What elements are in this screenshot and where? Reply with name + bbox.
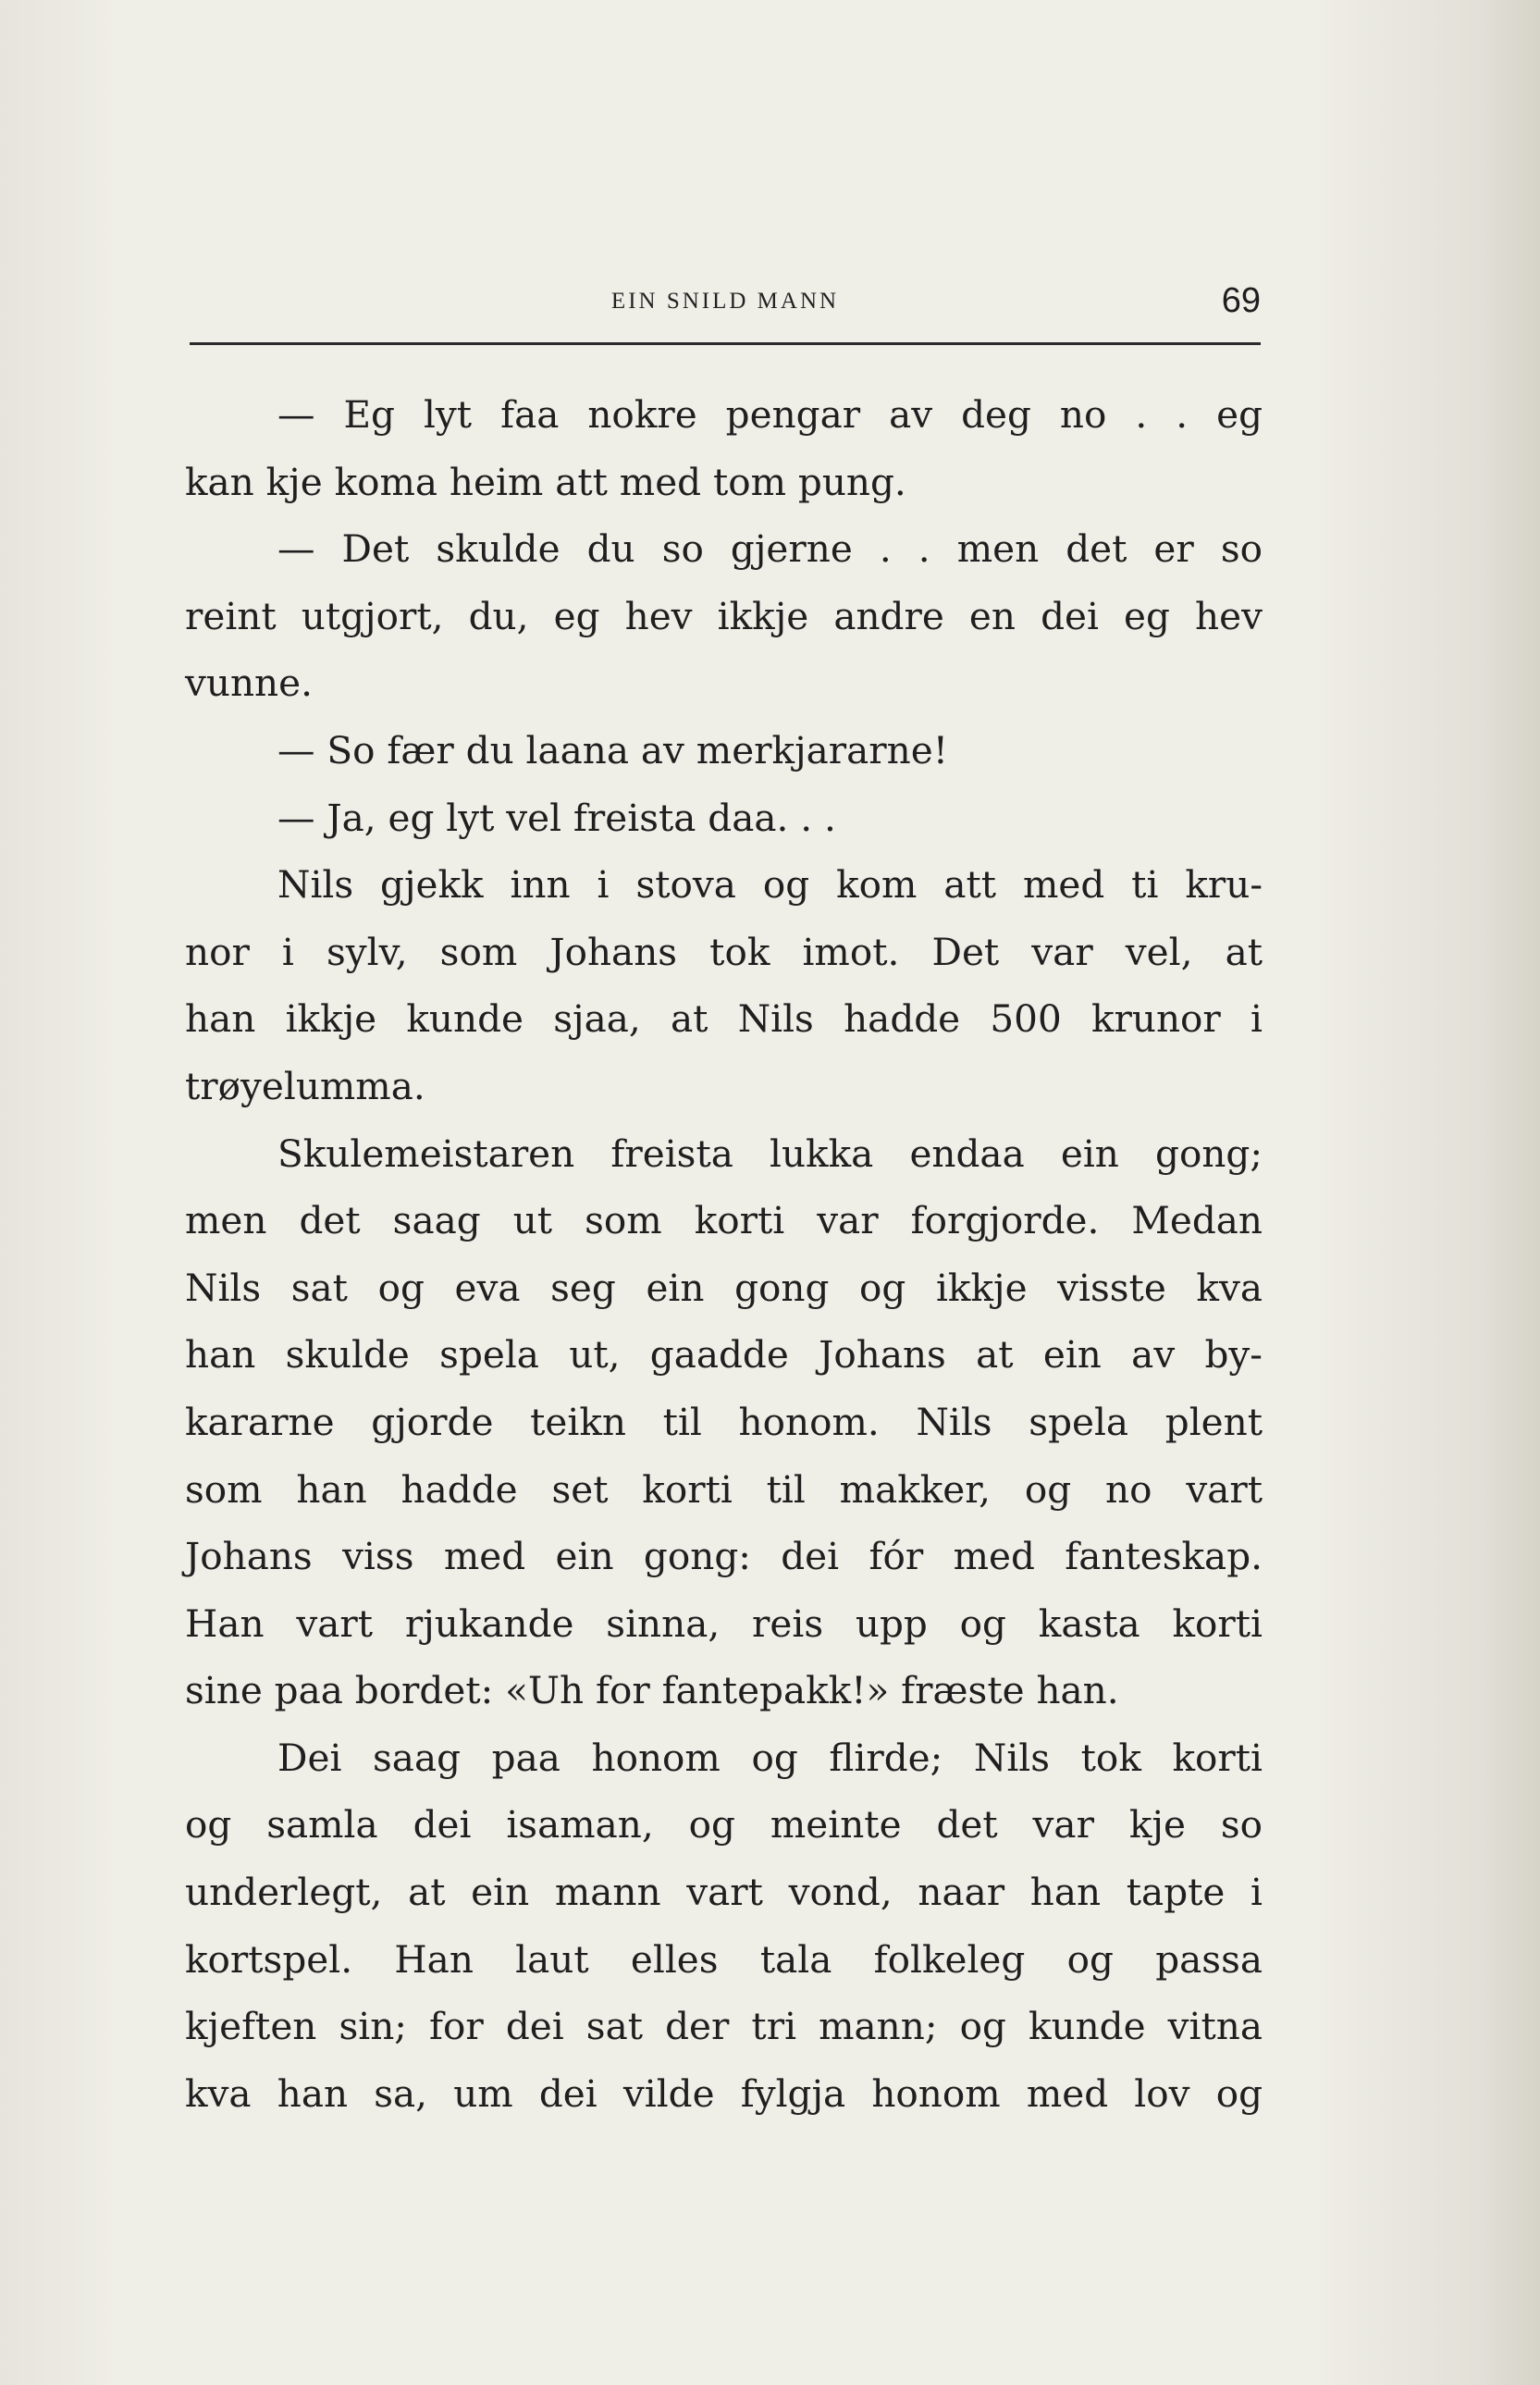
text-line: reint utgjort, du, eg hev ikkje andre en dei eg hev bbox=[185, 593, 1263, 638]
text-line: Nils sat og eva seg ein gong og ikkje visste kva bbox=[185, 1265, 1263, 1310]
text-line: — Eg lyt faa nokre pengar av deg no . . eg bbox=[277, 392, 1263, 437]
running-title: EIN SNILD MANN bbox=[610, 289, 840, 314]
text-line: kortspel. Han laut elles tala folkeleg og passa bbox=[185, 1936, 1263, 1982]
text-line: — So fær du laana av merkjararne! bbox=[277, 727, 948, 772]
text-line: kararne gjorde teikn til honom. Nils spela plent bbox=[185, 1399, 1263, 1444]
text-line: trøyelumma. bbox=[185, 1063, 425, 1108]
text-line: Han vart rjukande sinna, reis upp og kasta korti bbox=[185, 1600, 1263, 1646]
text-line: Dei saag paa honom og flirde; Nils tok korti bbox=[277, 1735, 1263, 1780]
text-line: men det saag ut som korti var forgjorde. Medan bbox=[185, 1198, 1263, 1243]
text-line: kan kje koma heim att med tom pung. bbox=[185, 459, 906, 504]
text-line: han ikkje kunde sjaa, at Nils hadde 500 krunor i bbox=[185, 996, 1263, 1042]
text-line: Skulemeistaren freista lukka endaa ein gong; bbox=[277, 1131, 1263, 1176]
page-header bbox=[190, 278, 1261, 345]
text-line: nor i sylv, som Johans tok imot. Det var vel, at bbox=[185, 929, 1263, 974]
page-number: 69 bbox=[1221, 281, 1261, 320]
text-line: — Ja, eg lyt vel freista daa. . . bbox=[277, 795, 836, 840]
text-line: og samla dei isaman, og meinte det var kje so bbox=[185, 1802, 1263, 1847]
text-line: kjeften sin; for dei sat der tri mann; og kunde vitna bbox=[185, 2004, 1263, 2049]
text-line: Johans viss med ein gong: dei fór med fanteskap. bbox=[185, 1534, 1263, 1579]
text-line: — Det skulde du so gjerne . . men det er so bbox=[277, 526, 1263, 572]
text-line: Nils gjekk inn i stova og kom att med ti kru- bbox=[277, 862, 1263, 908]
text-line: vunne. bbox=[185, 661, 313, 706]
text-line: som han hadde set korti til makker, og no vart bbox=[185, 1466, 1263, 1512]
text-line: kva han sa, um dei vilde fylgja honom med lov og bbox=[185, 2070, 1263, 2116]
text-line: sine paa bordet: «Uh for fantepakk!» fræste han. bbox=[185, 1668, 1119, 1713]
text-line: underlegt, at ein mann vart vond, naar han tapte i bbox=[185, 1870, 1263, 1915]
body-text bbox=[185, 381, 1263, 2127]
text-line: han skulde spela ut, gaadde Johans at ein av by- bbox=[185, 1332, 1263, 1378]
